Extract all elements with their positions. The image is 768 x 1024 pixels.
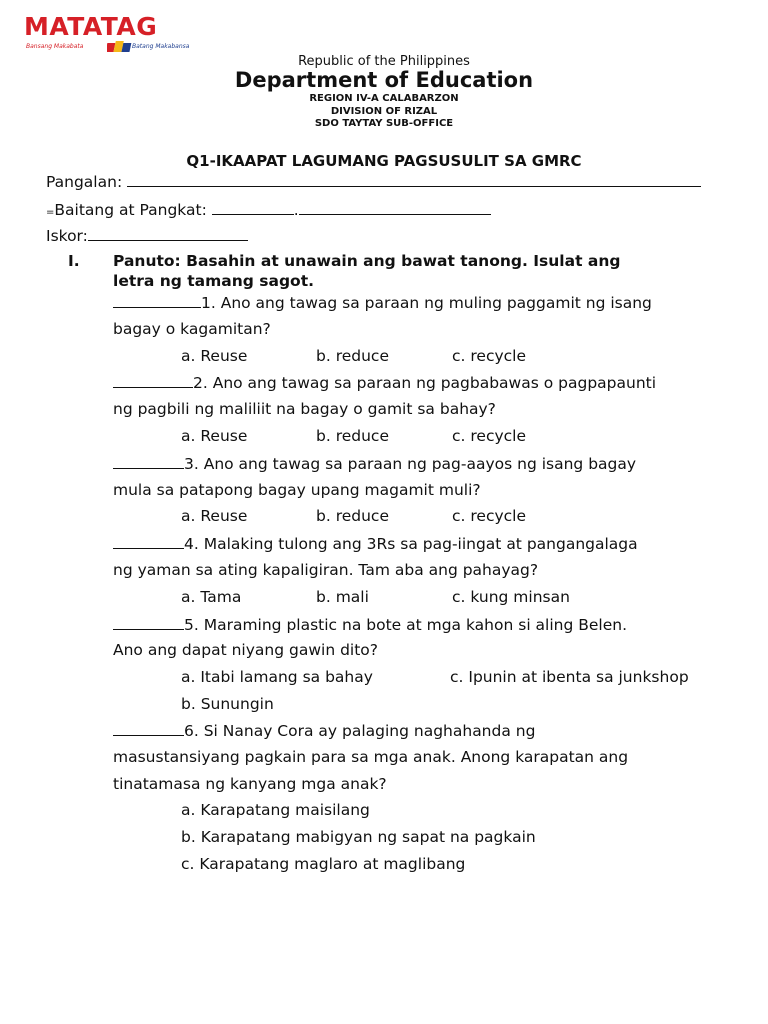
grade-prefix: = (46, 207, 55, 218)
question-text: 6. Si Nanay Cora ay palaging naghahanda ng (184, 722, 536, 740)
q2-option-a: a. Reuse (181, 427, 248, 445)
question-text: 1. Ano ang tawag sa paraan ng muling paggamit ng isang (201, 294, 652, 312)
answer-blank[interactable] (113, 721, 184, 736)
question-4-line-2: ng yaman sa ating kapaligiran. Tam aba ang pahayag? (113, 561, 539, 579)
name-label: Pangalan: (46, 173, 123, 191)
sub-office-heading: SDO TAYTAY SUB-OFFICE (314, 118, 454, 129)
q6-option-b: b. Karapatang mabigyan ng sapat na pagkain (181, 828, 536, 846)
division-heading: DIVISION OF RIZAL (330, 106, 438, 117)
test-title: Q1-IKAAPAT LAGUMANG PAGSUSULIT SA GMRC (186, 152, 582, 170)
answer-blank[interactable] (113, 454, 184, 469)
q3-option-a: a. Reuse (181, 507, 248, 525)
q4-option-b: b. mali (316, 588, 369, 606)
question-2-line-2: ng pagbili ng maliliit na bagay o gamit sa bahay? (113, 400, 496, 418)
question-3-line-2: mula sa patapong bagay upang magamit muli? (113, 481, 481, 499)
q1-option-c: c. recycle (452, 347, 527, 365)
question-text: 2. Ano ang tawag sa paraan ng pagbabawas o pagpapaunti (193, 374, 657, 392)
matatag-logo (24, 14, 194, 54)
answer-blank[interactable] (113, 373, 193, 388)
logo-emblem-icon (107, 40, 135, 54)
question-1 (113, 293, 652, 312)
instructions-line-1: Panuto: Basahin at unawain ang bawat tanong. Isulat ang (113, 252, 621, 270)
grade-separator: . (293, 201, 299, 219)
section-numeral: I. (68, 252, 80, 270)
question-5-line-2: Ano ang dapat niyang gawin dito? (113, 641, 378, 659)
department-heading: Department of Education (234, 68, 534, 92)
q4-option-c: c. kung minsan (452, 588, 570, 606)
question-3 (113, 454, 636, 473)
answer-blank[interactable] (113, 615, 184, 630)
instructions-line-2: letra ng tamang sagot. (113, 272, 314, 290)
logo-tagline-left: Bansang Makabata (26, 43, 84, 50)
question-6 (113, 721, 535, 740)
question-5 (113, 615, 627, 634)
q5-option-b: b. Sunungin (181, 695, 274, 713)
question-text: 5. Maraming plastic na bote at mga kahon si aling Belen. (184, 616, 628, 634)
score-field-row (46, 226, 248, 245)
q5-option-a: a. Itabi lamang sa bahay (181, 668, 373, 686)
q3-option-c: c. recycle (452, 507, 527, 525)
question-6-line-2: masustansiyang pagkain para sa mga anak. Anong karapatan ang (113, 748, 629, 766)
q1-option-a: a. Reuse (181, 347, 248, 365)
name-blank-line[interactable] (127, 172, 701, 187)
q3-option-b: b. reduce (316, 507, 389, 525)
q4-option-a: a. Tama (181, 588, 242, 606)
q2-option-b: b. reduce (316, 427, 389, 445)
q2-option-c: c. recycle (452, 427, 527, 445)
logo-wordmark: MATATAG (24, 12, 158, 41)
question-text: 3. Ano ang tawag sa paraan ng pag-aayos ng isang bagay (184, 455, 637, 473)
region-heading: REGION IV-A CALABARZON (309, 93, 459, 104)
answer-blank[interactable] (113, 534, 184, 549)
question-text: 4. Malaking tulong ang 3Rs sa pag-iingat at pangangalaga (184, 535, 638, 553)
republic-heading: Republic of the Philippines (298, 54, 470, 69)
question-4 (113, 534, 638, 553)
grade-blank-line[interactable] (212, 200, 294, 215)
q6-option-c: c. Karapatang maglaro at maglibang (181, 855, 466, 873)
question-6-line-3: tinatamasa ng kanyang mga anak? (113, 775, 387, 793)
q1-option-b: b. reduce (316, 347, 389, 365)
score-label: Iskor: (46, 227, 88, 245)
name-field-row (46, 172, 701, 191)
question-1-line-2: bagay o kagamitan? (113, 320, 271, 338)
q5-option-c: c. Ipunin at ibenta sa junkshop (450, 668, 689, 686)
section-blank-line[interactable] (299, 200, 491, 215)
q6-option-a: a. Karapatang maisilang (181, 801, 370, 819)
score-blank-line[interactable] (88, 226, 248, 241)
logo-tagline-right: Batang Makabansa (132, 43, 190, 50)
question-2 (113, 373, 656, 392)
answer-blank[interactable] (113, 293, 201, 308)
grade-field-row (46, 200, 491, 219)
grade-label: Baitang at Pangkat: (54, 201, 207, 219)
